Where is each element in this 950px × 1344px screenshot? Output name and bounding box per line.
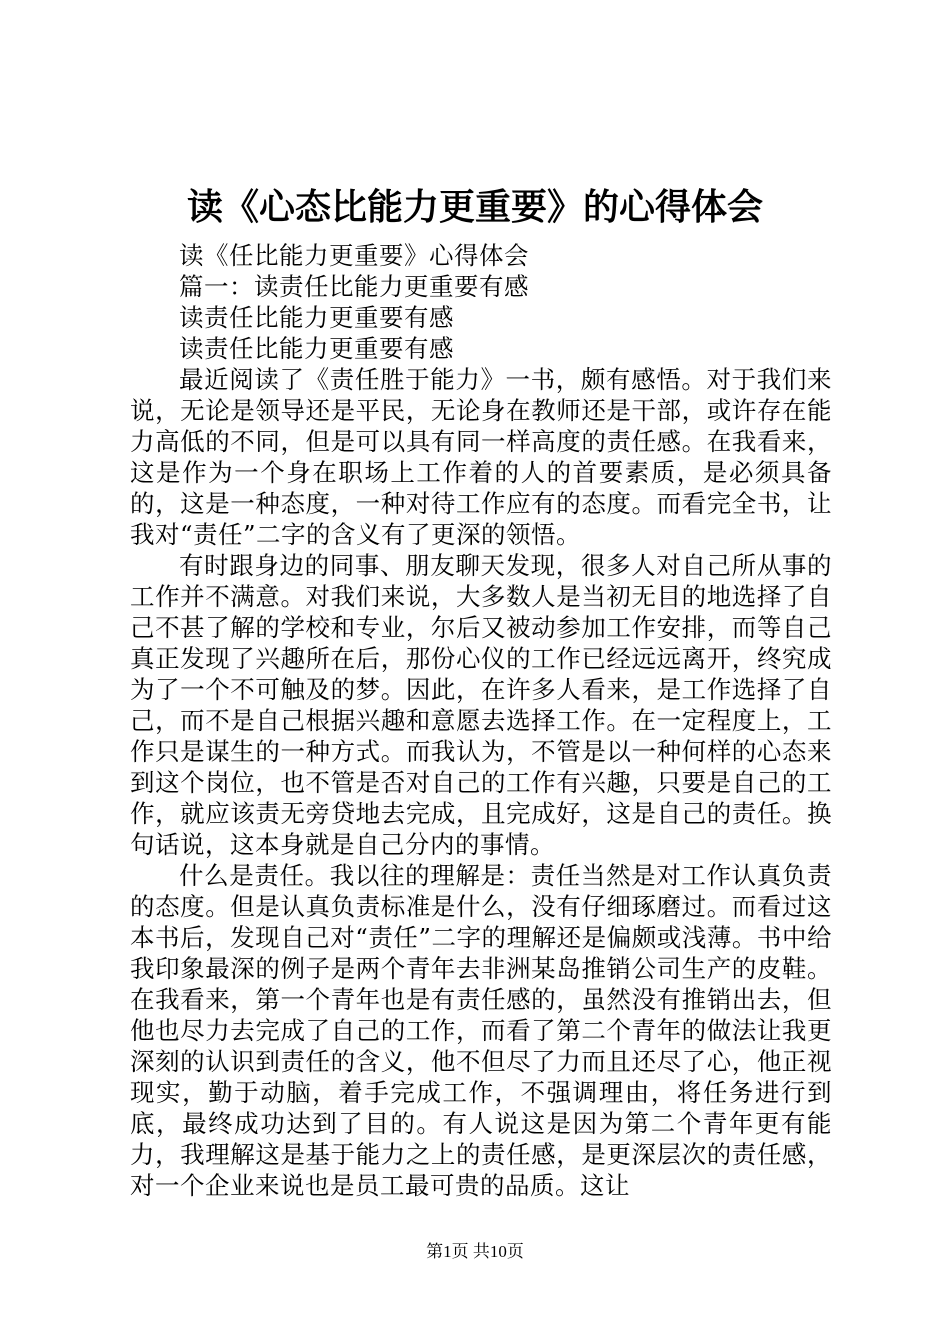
body-paragraph: 最近阅读了《责任胜于能力》一书，颇有感悟。对于我们来说，无论是领导还是平民，无论身在教师还是干部，或许存在能力高低的不同，但是可以具有同一样高度的责任感。在我看来，这是作为一个身在职场上工作着的人的首要素质，是必须具备的，这是一种态度，一种对待工作应有的态度。而看完全书，让我对“责任”二字的含义有了更深的领悟。 bbox=[130, 365, 832, 549]
heading-line: 读责任比能力更重要有感 bbox=[179, 303, 454, 332]
page-footer: 第1页 共10页 bbox=[426, 1242, 524, 1261]
body-paragraph: 什么是责任。我以往的理解是：责任当然是对工作认真负责的态度。但是认真负责标准是什么，没有仔细琢磨过。而看过这本书后，发现自己对“责任”二字的理解还是偏颇或浅薄。书中给我印象最深的例子是两个青年去非洲某岛推销公司生产的皮鞋。在我看来，第一个青年也是有责任感的，虽然没有推销出去，但他也尽力去完成了自己的工作，而看了第二个青年的做法让我更深刻的认识到责任的含义，他不但尽了力而且还尽了心，他正视现实，勤于动脑，着手完成工作，不强调理由，将任务进行到底，最终成功达到了目的。有人说这是因为第二个青年更有能力，我理解这是基于能力之上的责任感，是更深层次的责任感，对一个企业来说也是员工最可贵的品质。这让 bbox=[130, 861, 832, 1200]
document-body bbox=[130, 240, 832, 1201]
subtitle-line: 读《任比能力更重要》心得体会 bbox=[179, 241, 529, 270]
document-title: 读《心态比能力更重要》的心得体会 bbox=[186, 186, 763, 228]
heading-line: 读责任比能力更重要有感 bbox=[179, 334, 454, 363]
body-paragraph: 有时跟身边的同事、朋友聊天发现，很多人对自己所从事的工作并不满意。对我们来说，大多数人是当初无目的地选择了自己不甚了解的学校和专业，尔后又被动参加工作安排，而等自己真正发现了兴趣所在后，那份心仪的工作已经远远离开，终究成为了一个不可触及的梦。因此，在许多人看来，是工作选择了自己，而不是自己根据兴趣和意愿去选择工作。在一定程度上，工作只是谋生的一种方式。而我认为，不管是以一种何样的心态来到这个岗位，也不管是否对自己的工作有兴趣，只要是自己的工作，就应该责无旁贷地去完成，且完成好，这是自己的责任。换句话说，这本身就是自己分内的事情。 bbox=[130, 551, 832, 859]
section-heading: 篇一：读责任比能力更重要有感 bbox=[179, 272, 529, 301]
